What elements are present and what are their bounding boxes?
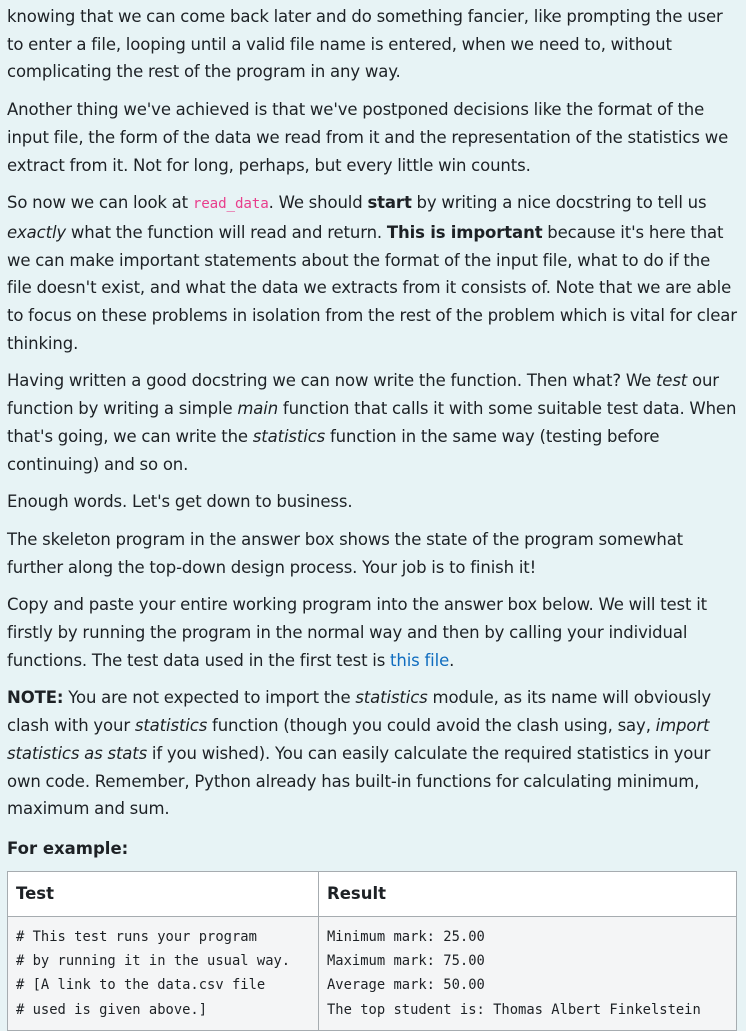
- statistics-emphasis: statistics: [252, 426, 326, 446]
- paragraph-intro-continued: knowing that we can come back later and do something fancier, like prompting the user to enter a file, looping until a valid file name is entered, when we need to, without complicating the rest of the program in any way.: [7, 7, 723, 82]
- start-emphasis: start: [367, 193, 412, 213]
- paragraph-note: [7, 684, 737, 823]
- test-cell: [8, 916, 319, 1030]
- paragraph-copy-paste: [7, 591, 737, 674]
- text-span: You are not expected to import the: [63, 688, 356, 708]
- text-span: function in the same way (testing before continuing) and so on.: [7, 426, 660, 474]
- text-span: by writing a nice docstring to tell us: [411, 193, 707, 213]
- main-emphasis: main: [237, 399, 279, 419]
- paragraph-testing: [7, 367, 737, 478]
- important-emphasis: This is important: [386, 222, 543, 242]
- example-heading: For example:: [7, 838, 129, 858]
- text-span: if you wished). You can easily calculate the required statistics in your own code. Remember, Python already has built-in functions for calculating minimum, maximum and sum.: [7, 743, 711, 819]
- text-span: what the function will read and return.: [66, 222, 387, 242]
- text-span: Having written a good docstring we can now write the function. Then what? We: [7, 371, 656, 391]
- question-text: [0, 3, 737, 1031]
- table-header-row: [8, 871, 737, 916]
- statistics-module-emphasis: statistics: [355, 688, 428, 708]
- paragraph-read-data: [7, 189, 737, 357]
- test-code: # This test runs your program # by running it in the usual way. # [A link to the data.csv file # used is given above.]: [16, 928, 291, 1018]
- read-data-code: read_data: [192, 196, 269, 213]
- note-label: NOTE:: [7, 688, 64, 708]
- result-output: Minimum mark: 25.00 Maximum mark: 75.00 Average mark: 50.00 The top student is: Thomas Albert Finkelstein: [327, 928, 701, 1018]
- statistics-function-emphasis: statistics: [134, 716, 208, 736]
- text-span: function (though you could avoid the clash using, say,: [207, 716, 656, 736]
- column-header-result: Result: [319, 871, 737, 916]
- text-span: Copy and paste your entire working program into the answer box below. We will test it firstly by running the program in the normal way and then by calling your individual functions. The test data used in the first test is: [7, 595, 708, 670]
- text-span: So now we can look at: [7, 193, 193, 213]
- result-cell: [319, 916, 737, 1030]
- exactly-emphasis: exactly: [7, 222, 67, 242]
- paragraph-enough-words: Enough words. Let's get down to business.: [7, 492, 353, 512]
- paragraph-skeleton: The skeleton program in the answer box shows the state of the program somewhat further along the top-down design process. Your job is to finish it!: [7, 529, 684, 577]
- text-span: .: [449, 650, 455, 670]
- data-file-link[interactable]: this file: [390, 650, 450, 670]
- column-header-test: Test: [8, 871, 319, 916]
- import-statement-emphasis: import statistics as stats: [7, 716, 710, 763]
- text-span: because it's here that we can make important statements about the format of the input file, what to do if the file doesn't exist, and what the data we extracts from it consists of. Note that we are able to focus on these problems in isolation from the rest of the problem which is vital for clear thinking.: [7, 222, 737, 353]
- table-row: [8, 916, 737, 1030]
- example-table: [7, 871, 737, 1031]
- text-span: . We should: [268, 193, 368, 213]
- text-span: function that calls it with some suitable test data. When that's going, we can write the: [7, 399, 737, 446]
- test-emphasis: test: [655, 371, 688, 391]
- paragraph-postponed-decisions: Another thing we've achieved is that we've postponed decisions like the format of the input file, the form of the data we read from it and the representation of the statistics we extract from it. Not for long, perhaps, but every little win counts.: [7, 100, 729, 175]
- text-span: module, as its name will obviously clash with your: [7, 688, 712, 736]
- text-span: our function by writing a simple: [7, 371, 719, 419]
